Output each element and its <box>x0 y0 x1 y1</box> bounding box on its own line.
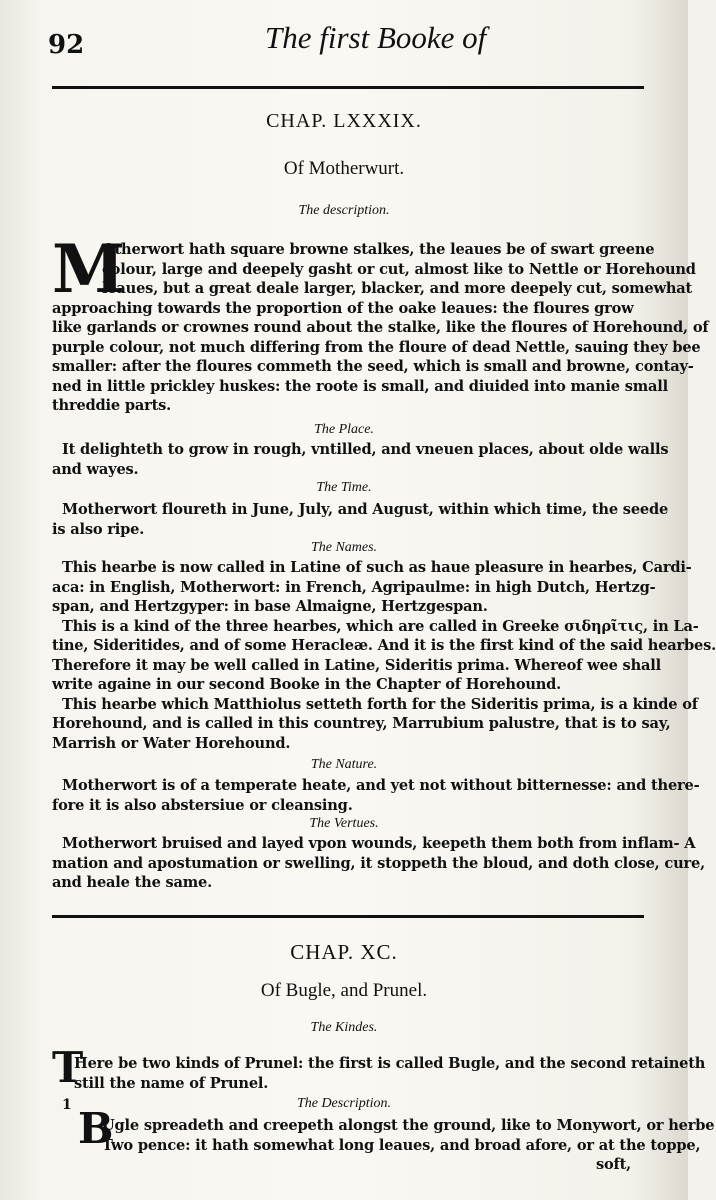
kindes-paragraph <box>52 1054 706 1093</box>
section-heading-vertues: The Vertues. <box>309 816 379 831</box>
margin-number: 1 <box>62 1097 72 1113</box>
text-line: This is a kind of the three hearbes, which are called in Greeke σιδηρῖτις, in La- <box>62 617 699 635</box>
text-line: still the name of Prunel. <box>74 1074 269 1092</box>
text-line: tine, Sideritides, and of some Heracleæ. And it is the first kind of the said hearbes. <box>52 637 716 654</box>
section-heading-place: The Place. <box>314 422 374 437</box>
text-line: Horehound, and is called in this countrey, Marrubium palustre, that is to say, <box>52 715 671 732</box>
nature-paragraph <box>52 776 700 815</box>
section-heading-time: The Time. <box>316 480 372 495</box>
chapter-rule <box>52 915 644 918</box>
section-heading-description-2: The Description. <box>296 1096 392 1111</box>
text-line: colour, large and deepely gasht or cut, almost like to Nettle or Horehound <box>102 260 696 278</box>
text-line: Motherwort is of a temperate heate, and yet not without bitternesse: and there- <box>62 777 700 794</box>
text-line: fore it is also abstersiue or cleansing. <box>52 796 353 814</box>
drop-cap-2: T <box>52 1043 84 1092</box>
text-line: This hearbe which Matthiolus setteth forth for the Sideritis prima, is a kinde of <box>62 695 698 713</box>
text-line: and heale the same. <box>52 874 213 891</box>
description-paragraph <box>52 240 709 416</box>
text-line: This hearbe is now called in Latine of such as haue pleasure in hearbes, Cardi- <box>62 559 692 576</box>
text-line: is also ripe. <box>52 520 145 538</box>
text-line: and wayes. <box>52 460 139 478</box>
chapter-subtitle-2: Of Bugle, and Prunel. <box>260 980 428 1001</box>
running-title: The first Booke of <box>265 20 487 55</box>
vertues-paragraph <box>52 834 705 893</box>
text-line: leaues, but a great deale larger, blacker, and more deepely cut, somewhat <box>102 280 693 297</box>
description-paragraph-2 <box>52 1116 715 1175</box>
chapter-subtitle: Of Motherwurt. <box>283 158 405 179</box>
drop-cap: M <box>52 230 126 308</box>
text-line: approaching towards the proportion of the oake leaues: the floures grow <box>52 299 634 317</box>
text-line: Therefore it may be well called in Latine, Sideritis prima. Whereof wee shall <box>52 656 661 674</box>
section-heading-description: The description. <box>298 203 390 218</box>
text-line: ned in little prickley huskes: the roote is small, and diuided into manie small <box>52 377 668 395</box>
text-line: write againe in our second Booke in the Chapter of Horehound. <box>52 676 562 693</box>
text-line: Ugle spreadeth and creepeth alongst the ground, like to Monywort, or herbe <box>102 1117 715 1134</box>
chapter-title: CHAP. LXXXIX. <box>266 110 422 132</box>
text-line: Here be two kinds of Prunel: the first is called Bugle, and the second retaineth <box>74 1055 706 1072</box>
text-line: purple colour, not much differing from the floure of dead Nettle, sauing they bee <box>52 338 701 356</box>
section-heading-nature: The Nature. <box>310 757 378 772</box>
text-line: Motherwort floureth in June, July, and August, within which time, the seede <box>62 501 669 518</box>
section-heading-kindes: The Kindes. <box>310 1020 378 1035</box>
page-number: 92 <box>48 30 85 60</box>
text-line: Otherwort hath square browne stalkes, the leaues be of swart greene <box>102 241 655 258</box>
text-line: span, and Hertzgyper: in base Almaigne, Hertzgespan. <box>52 598 488 615</box>
text-line: Marrish or Water Horehound. <box>52 734 291 752</box>
text-line: Motherwort bruised and layed vpon wounds, keepeth them both from inflam- A <box>62 835 696 852</box>
drop-cap-3: B <box>78 1104 114 1153</box>
chapter-title-2: CHAP. XC. <box>290 940 398 964</box>
text-line: like garlands or crownes round about the stalke, like the floures of Horehound, of <box>52 319 709 336</box>
time-paragraph <box>52 500 669 539</box>
header-rule <box>52 86 644 89</box>
place-paragraph <box>52 440 669 479</box>
text-line: smaller: after the floures commeth the seed, which is small and browne, contay- <box>52 358 694 375</box>
names-paragraph <box>52 558 716 753</box>
text-line: mation and apostumation or swelling, it stoppeth the bloud, and doth close, cure, <box>52 854 705 872</box>
text-line: threddie parts. <box>52 397 172 414</box>
text-line: aca: in English, Motherwort: in French, Agripaulme: in high Dutch, Hertzg- <box>52 578 656 596</box>
text-line: It delighteth to grow in rough, vntilled, and vneuen places, about olde walls <box>62 441 669 458</box>
text-line: Two pence: it hath somewhat long leaues, and broad afore, or at the toppe, <box>102 1136 701 1154</box>
text-line: soft, <box>596 1156 632 1173</box>
section-heading-names: The Names. <box>310 540 378 555</box>
